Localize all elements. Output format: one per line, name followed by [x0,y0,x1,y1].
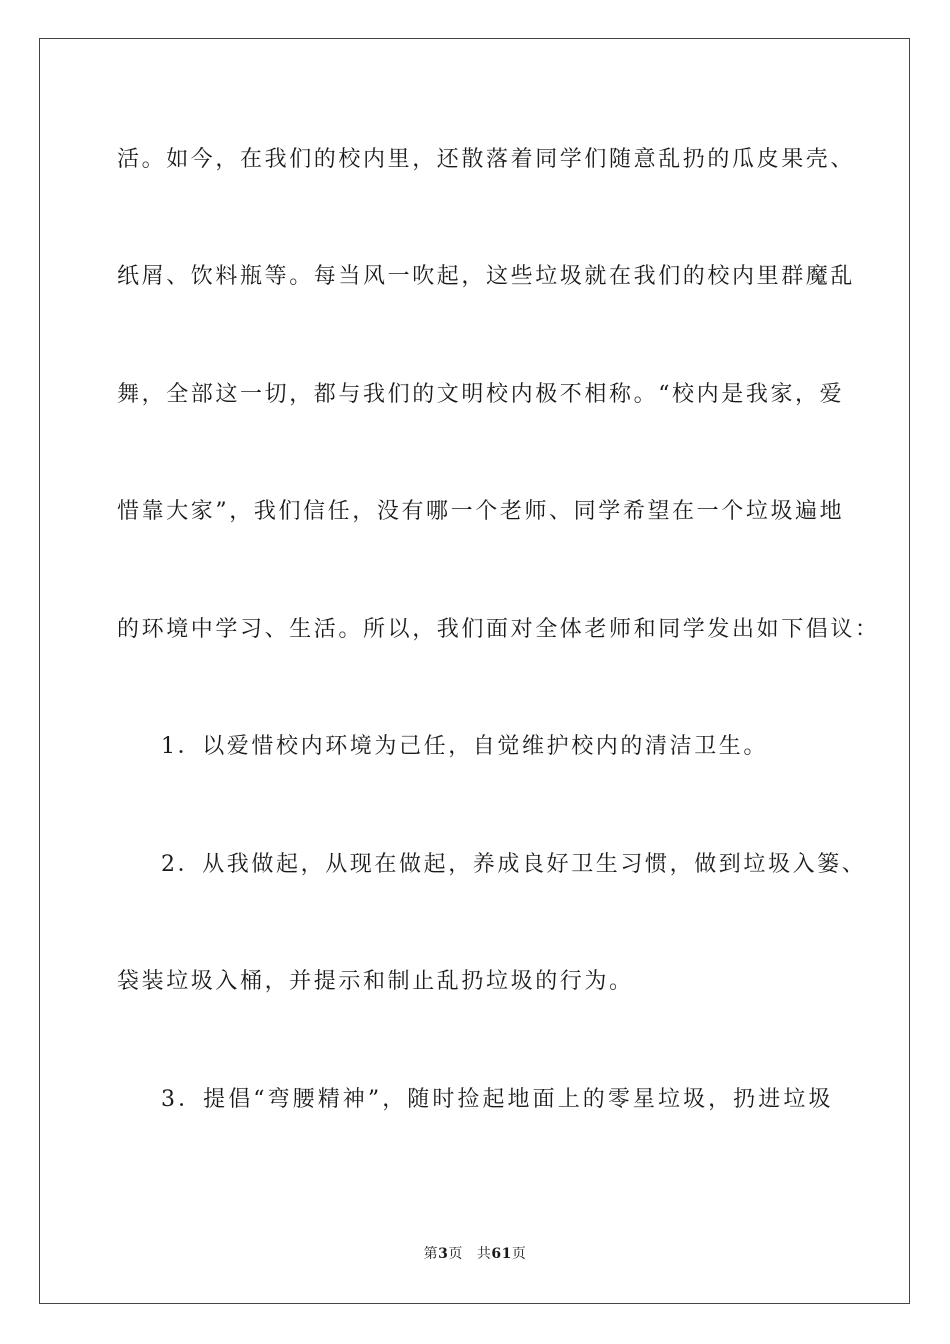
paragraph-line: 纸屑、饮料瓶等。每当风一吹起，这些垃圾就在我们的校内里群魔乱 [117,264,856,289]
list-item-1: 1．以爱惜校内环境为己任，自觉维护校内的清洁卫生。 [161,734,768,759]
footer-total-prefix: 共 [476,1246,492,1262]
paragraph-line: 舞，全部这一切，都与我们的文明校内极不相称。“校内是我家，爱 [117,382,845,407]
footer-page-suffix: 页 [448,1246,463,1262]
footer-page-prefix: 第 [423,1246,439,1262]
list-item-3: 3．提倡“弯腰精神”，随时捡起地面上的零星垃圾，扔进垃圾 [161,1087,833,1112]
footer-total-pages: 61 [491,1246,512,1262]
list-item-2: 2．从我做起，从现在做起，养成良好卫生习惯，做到垃圾入篓、 [161,852,867,877]
paragraph-line: 活。如今，在我们的校内里，还散落着同学们随意乱扔的瓜皮果壳、 [117,147,856,172]
page-footer [0,1245,950,1263]
paragraph-line: 惜靠大家”，我们信任，没有哪一个老师、同学希望在一个垃圾遍地 [117,499,845,524]
footer-page-number: 3 [438,1246,449,1262]
paragraph-line: 的环境中学习、生活。所以，我们面对全体老师和同学发出如下倡议： [117,617,880,642]
footer-total-suffix: 页 [511,1246,527,1262]
list-item-2-continued: 袋装垃圾入桶，并提示和制止乱扔垃圾的行为。 [117,969,634,994]
